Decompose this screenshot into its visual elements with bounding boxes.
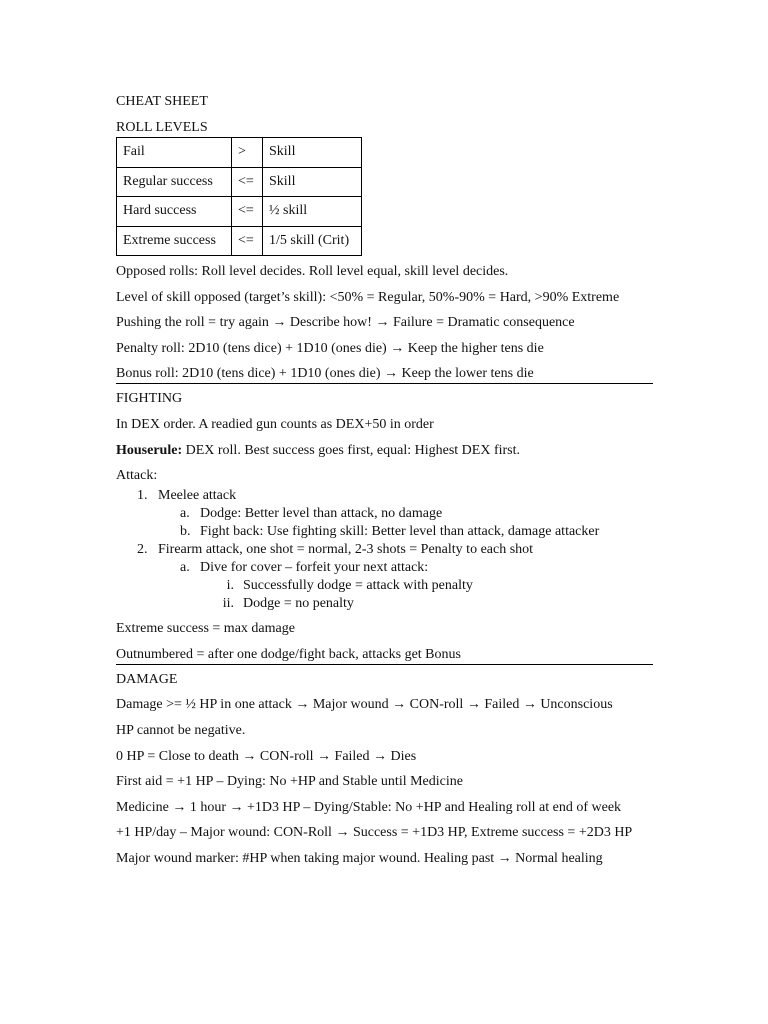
table-cell: <= — [232, 167, 263, 197]
damage-line: +1 HP/day – Major wound: CON-Roll → Success = +1D3 HP, Extreme success = +2D3 HP — [116, 825, 633, 841]
penalty-roll-line: Penalty roll: 2D10 (tens dice) + 1D10 (ones die) → Keep the higher tens die — [116, 340, 544, 356]
cheat-sheet-page — [116, 93, 653, 876]
houserule-line — [116, 442, 653, 460]
table-cell: <= — [232, 226, 263, 256]
damage-line: HP cannot be negative. — [116, 722, 246, 738]
damage-line: Damage >= ½ HP in one attack → Major wound → CON-roll → Failed → Unconscious — [116, 697, 613, 713]
table-cell: <= — [232, 197, 263, 227]
damage-heading: DAMAGE — [116, 671, 178, 687]
roll-levels-heading: ROLL LEVELS — [116, 120, 208, 135]
table-cell: Fail — [117, 138, 232, 168]
table-cell: Hard success — [117, 197, 232, 227]
table-cell: 1/5 skill (Crit) — [263, 226, 362, 256]
list-item: ii. Dodge = no penalty — [222, 596, 354, 612]
houserule-text: DEX roll. Best success goes first, equal: Highest DEX first. — [182, 442, 520, 458]
pushing-roll-line: Pushing the roll = try again → Describe how! → Failure = Dramatic consequence — [116, 315, 575, 331]
list-item: i. Successfully dodge = attack with penalty — [226, 578, 473, 594]
table-row — [117, 197, 362, 227]
table-row — [117, 226, 362, 256]
list-item: 1. Meelee attack — [137, 488, 237, 504]
list-item: b. Fight back: Use fighting skill: Better level than attack, damage attacker — [180, 524, 600, 540]
table-row — [117, 138, 362, 168]
attack-label: Attack: — [116, 468, 158, 484]
damage-line: First aid = +1 HP – Dying: No +HP and Stable until Medicine — [116, 774, 463, 790]
outnumbered-line: Outnumbered = after one dodge/fight back, attacks get Bonus — [116, 646, 653, 665]
damage-line: Major wound marker: #HP when taking major wound. Healing past → Normal healing — [116, 850, 603, 866]
extreme-success-line: Extreme success = max damage — [116, 621, 295, 637]
table-cell: > — [232, 138, 263, 168]
table-row — [117, 167, 362, 197]
bonus-roll-line: Bonus roll: 2D10 (tens dice) + 1D10 (ones die) → Keep the lower tens die — [116, 365, 653, 384]
roll-levels-table — [116, 137, 362, 256]
page-title: CHEAT SHEET — [116, 94, 208, 109]
fighting-heading: FIGHTING — [116, 391, 183, 407]
table-cell: Regular success — [117, 167, 232, 197]
dex-order-line: In DEX order. A readied gun counts as DEX+50 in order — [116, 416, 434, 432]
list-item: 2. Firearm attack, one shot = normal, 2-3 shots = Penalty to each shot — [137, 542, 534, 558]
table-cell: ½ skill — [263, 197, 362, 227]
table-cell: Skill — [263, 138, 362, 168]
houserule-label: Houserule: — [116, 442, 183, 458]
table-cell: Extreme success — [117, 226, 232, 256]
damage-line: Medicine → 1 hour → +1D3 HP – Dying/Stable: No +HP and Healing roll at end of week — [116, 799, 622, 815]
skill-opposed-line: Level of skill opposed (target’s skill): <50% = Regular, 50%-90% = Hard, >90% Extreme — [116, 289, 620, 305]
opposed-rolls-line: Opposed rolls: Roll level decides. Roll level equal, skill level decides. — [116, 264, 509, 279]
table-cell: Skill — [263, 167, 362, 197]
attack-list — [116, 487, 653, 613]
list-item: a. Dodge: Better level than attack, no damage — [180, 506, 443, 522]
damage-line: 0 HP = Close to death → CON-roll → Failed → Dies — [116, 748, 417, 764]
list-item: a. Dive for cover – forfeit your next attack: — [180, 560, 429, 576]
